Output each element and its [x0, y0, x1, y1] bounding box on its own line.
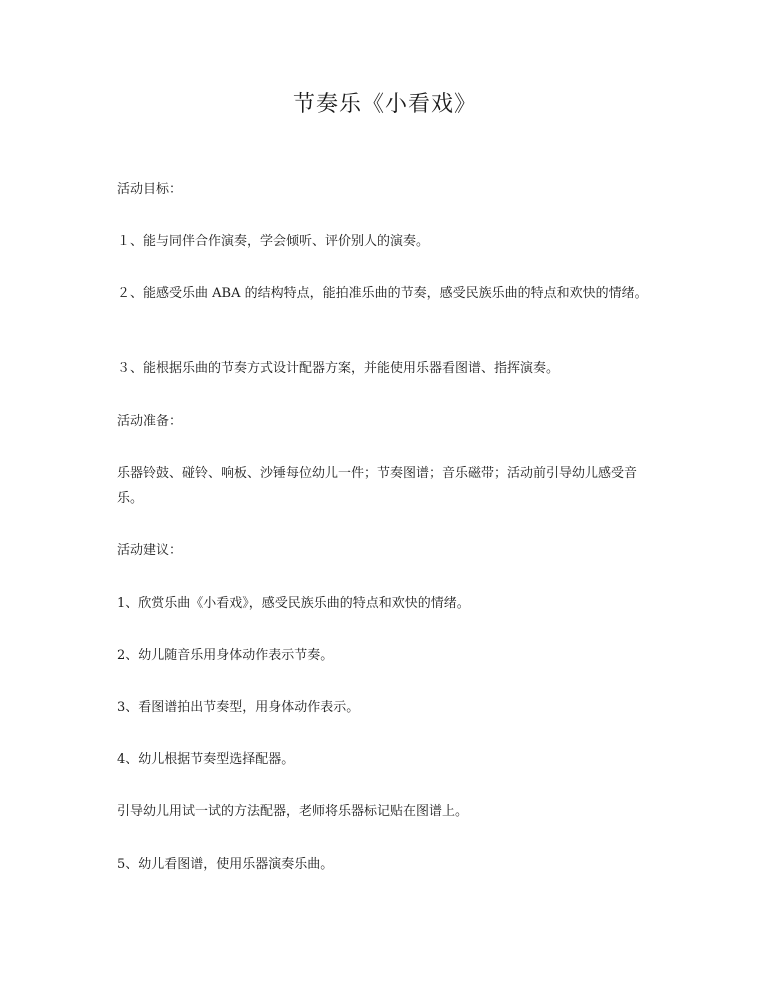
prep-heading: 活动准备：	[117, 414, 183, 429]
suggest-heading: 活动建议：	[117, 543, 183, 558]
goals-heading: 活动目标：	[117, 182, 183, 197]
suggestion-item-4: 4、幼儿根据节奏型选择配器。	[117, 752, 295, 767]
suggestion-item-5: 5、幼儿看图谱，使用乐器演奏乐曲。	[117, 857, 334, 872]
suggestion-item-2: 2、幼儿随音乐用身体动作表示节奏。	[117, 648, 334, 663]
suggestion-note: 引导幼儿用试一试的方法配器，老师将乐器标记贴在图谱上。	[117, 804, 469, 819]
suggestion-item-3: 3、看图谱拍出节奏型，用身体动作表示。	[117, 700, 360, 715]
prep-text: 乐器铃鼓、碰铃、响板、沙锤每位幼儿一件；节奏图谱；音乐磁带；活动前引导幼儿感受音乐。	[117, 466, 638, 506]
goal-item-3: ３、能根据乐曲的节奏方式设计配器方案，并能使用乐器看图谱、指挥演奏。	[117, 361, 560, 376]
suggestion-item-1: 1、欣赏乐曲《小看戏》，感受民族乐曲的特点和欢快的情绪。	[117, 596, 470, 611]
document-title: 节奏乐《小看戏》	[292, 92, 477, 117]
goal-item-2: ２、能感受乐曲 ABA 的结构特点，能拍准乐曲的节奏，感受民族乐曲的特点和欢快的情绪。	[117, 286, 648, 301]
goal-item-1: １、能与同伴合作演奏，学会倾听、评价别人的演奏。	[117, 234, 430, 249]
